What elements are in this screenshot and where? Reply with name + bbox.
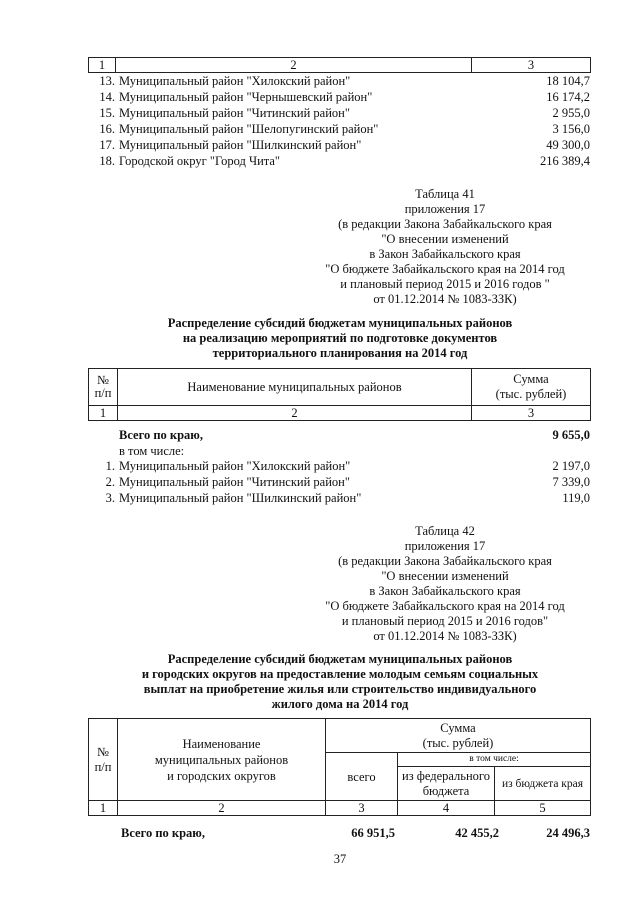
title-line: выплат на приобретение жилья или строительство индивидуального: [143, 682, 537, 696]
row-value: 16 174,2: [546, 90, 590, 104]
sum-header: [326, 719, 591, 753]
table-row: [0, 90, 640, 105]
row-value: 49 300,0: [546, 138, 590, 152]
row-name: Муниципальный район "Читинский район": [119, 106, 350, 120]
table-row: [0, 106, 640, 121]
row-value: 2 955,0: [552, 106, 590, 120]
num-header-line: п/п: [94, 386, 112, 400]
col-2-header: 2: [118, 801, 326, 816]
top-table-header: [88, 57, 591, 73]
table42-total-row: [0, 826, 640, 841]
total-all-value: 66 951,5: [351, 826, 395, 840]
col-3-header: 3: [472, 406, 591, 421]
num-header-line: №: [97, 744, 109, 759]
caption-line: "О внесении изменений: [381, 569, 509, 583]
caption-line: от 01.12.2014 № 1083-ЗЗК): [373, 292, 517, 306]
row-number: 14.: [99, 90, 115, 104]
including-header: в том числе:: [398, 753, 591, 767]
table-row: [0, 475, 640, 490]
name-header: [118, 719, 326, 801]
col-5-header: 5: [495, 801, 591, 816]
federal-header-line: бюджета: [422, 783, 470, 798]
caption-line: (в редакции Закона Забайкальского края: [338, 554, 552, 568]
sum-header: [472, 369, 591, 406]
row-number: 15.: [99, 106, 115, 120]
total-federal-value: 42 455,2: [455, 826, 499, 840]
table41-caption: [300, 187, 590, 307]
title-line: Распределение субсидий бюджетам муниципальных районов: [167, 316, 513, 330]
col-2-header: 2: [118, 406, 472, 421]
row-number: 16.: [99, 122, 115, 136]
caption-line: приложения 17: [404, 202, 486, 216]
row-value: 7 339,0: [552, 475, 590, 489]
page-number: 37: [333, 852, 347, 866]
including-label: в том числе:: [119, 444, 185, 458]
row-name: Муниципальный район "Хилокский район": [119, 459, 351, 473]
row-number: 1.: [105, 459, 115, 473]
title-line: жилого дома на 2014 год: [271, 697, 409, 711]
col-3-header: 3: [472, 58, 591, 73]
table42-caption: [300, 524, 590, 644]
table-row: [0, 138, 640, 153]
including-row: [0, 444, 640, 459]
name-header-line: и городских округов: [167, 768, 276, 783]
total-label: Всего по краю,: [121, 826, 205, 840]
title-line: и городских округов на предоставление молодым семьям социальных: [141, 667, 539, 681]
sum-header-line: (тыс. рублей): [422, 735, 494, 750]
table41-title: [0, 316, 640, 361]
row-number: 18.: [99, 154, 115, 168]
col-4-header: 4: [398, 801, 495, 816]
caption-line: "О бюджете Забайкальского края на 2014 год: [325, 262, 565, 276]
col-3-header: 3: [326, 801, 398, 816]
col-1-header: 1: [89, 406, 118, 421]
num-header: [89, 719, 118, 801]
row-value: 2 197,0: [552, 459, 590, 473]
table42-header: [88, 718, 591, 816]
row-number: 13.: [99, 74, 115, 88]
title-line: территориального планирования на 2014 год: [212, 346, 468, 360]
row-name: Муниципальный район "Шилкинский район": [119, 138, 362, 152]
caption-line: от 01.12.2014 № 1083-ЗЗК): [373, 629, 517, 643]
col-2-header: 2: [116, 58, 472, 73]
total-label: Всего по краю,: [119, 428, 203, 442]
name-header: Наименование муниципальных районов: [118, 369, 472, 406]
row-name: Муниципальный район "Читинский район": [119, 475, 350, 489]
federal-header: [398, 767, 495, 801]
row-name: Городской округ "Город Чита": [119, 154, 281, 168]
row-number: 3.: [105, 491, 115, 505]
table-row: [0, 459, 640, 474]
caption-line: в Закон Забайкальского края: [369, 247, 521, 261]
total-header: всего: [326, 753, 398, 801]
row-number: 2.: [105, 475, 115, 489]
table-row: [0, 74, 640, 89]
name-header-line: муниципальных районов: [154, 752, 289, 767]
row-number: 17.: [99, 138, 115, 152]
caption-line: Таблица 41: [415, 187, 475, 201]
num-header-line: п/п: [94, 759, 112, 774]
row-value: 3 156,0: [552, 122, 590, 136]
title-line: на реализацию мероприятий по подготовке документов: [182, 331, 498, 345]
caption-line: (в редакции Закона Забайкальского края: [338, 217, 552, 231]
total-value: 9 655,0: [552, 428, 590, 442]
regional-header: из бюджета края: [495, 767, 591, 801]
col-1-header: 1: [89, 801, 118, 816]
name-header-line: Наименование: [182, 736, 261, 751]
caption-line: и плановый период 2015 и 2016 годов": [341, 614, 549, 628]
caption-line: "О бюджете Забайкальского края на 2014 год: [325, 599, 565, 613]
title-line: Распределение субсидий бюджетам муниципальных районов: [167, 652, 513, 666]
sum-header-line: Сумма: [440, 720, 476, 735]
caption-line: приложения 17: [404, 539, 486, 553]
sum-header-line: (тыс. рублей): [495, 387, 567, 401]
row-name: Муниципальный район "Чернышевский район": [119, 90, 373, 104]
table42-title: [0, 652, 640, 712]
row-value: 119,0: [562, 491, 590, 505]
row-name: Муниципальный район "Шелопугинский район": [119, 122, 379, 136]
table-row: [0, 154, 640, 169]
caption-line: "О внесении изменений: [381, 232, 509, 246]
num-header: [89, 369, 118, 406]
row-name: Муниципальный район "Шилкинский район": [119, 491, 362, 505]
sum-header-line: Сумма: [513, 372, 549, 386]
caption-line: и плановый период 2015 и 2016 годов ": [340, 277, 550, 291]
num-header-line: №: [97, 373, 109, 387]
row-value: 216 389,4: [540, 154, 590, 168]
total-row: [0, 428, 640, 443]
federal-header-line: из федерального: [402, 768, 490, 783]
table41-header: [88, 368, 591, 421]
row-name: Муниципальный район "Хилокский район": [119, 74, 351, 88]
caption-line: Таблица 42: [415, 524, 475, 538]
total-regional-value: 24 496,3: [546, 826, 590, 840]
caption-line: в Закон Забайкальского края: [369, 584, 521, 598]
table-row: [0, 491, 640, 506]
row-value: 18 104,7: [546, 74, 590, 88]
col-1-header: 1: [89, 58, 116, 73]
table-row: [0, 122, 640, 137]
